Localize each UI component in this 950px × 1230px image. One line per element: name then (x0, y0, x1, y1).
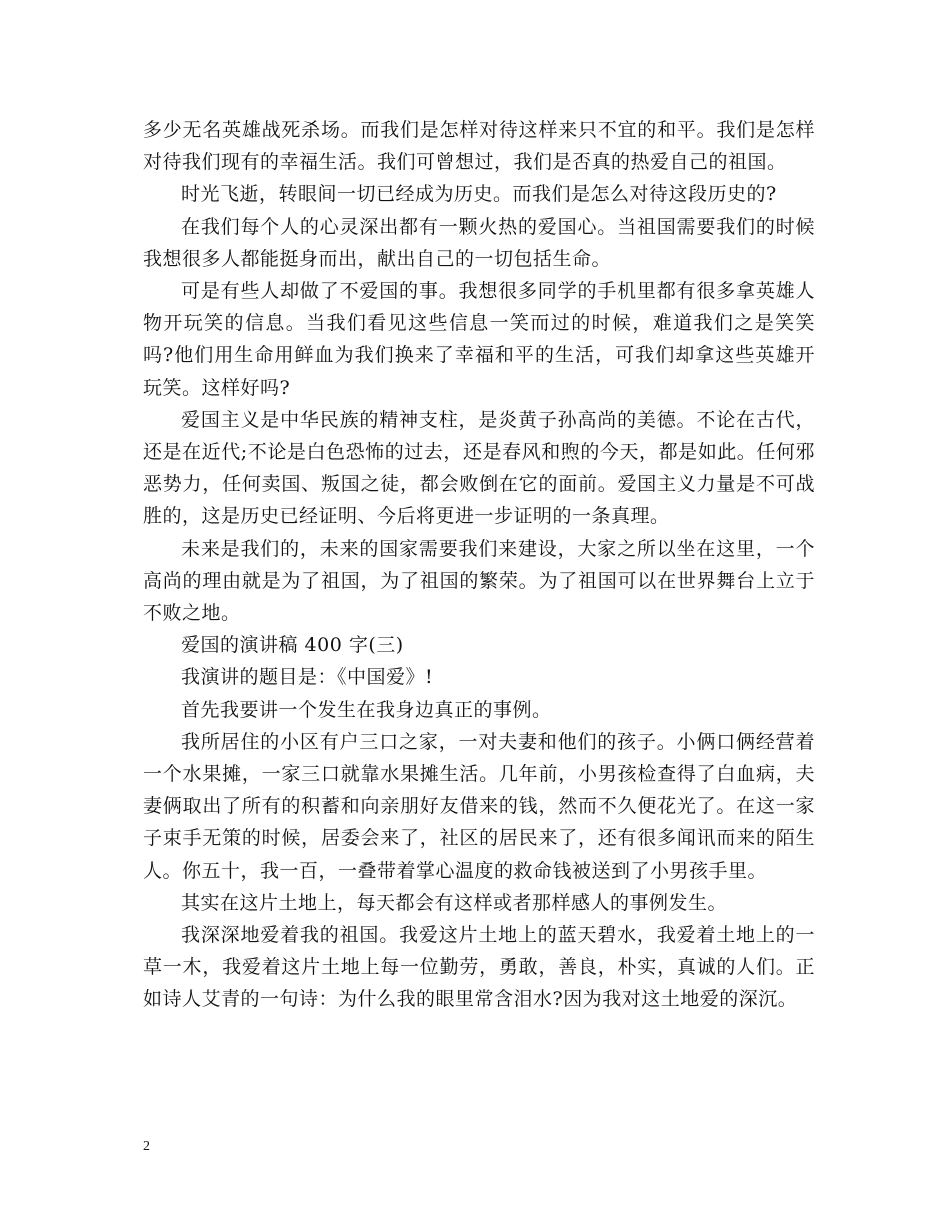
section-heading: 爱国的演讲稿 400 字(三) (181, 634, 404, 657)
paragraph-6: 未来是我们的，未来的国家需要我们来建设，大家之所以坐在这里，一个高尚的理由就是为了祖国，为了祖国的繁荣。为了祖国可以在世界舞台上立于不败之地。 (143, 537, 815, 625)
paragraph-1: 多少无名英雄战死杀场。而我们是怎样对待这样来只不宜的和平。我们是怎样对待我们现有的幸福生活。我们可曾想过，我们是否真的热爱自己的祖国。 (143, 119, 815, 174)
paragraph-3: 在我们每个人的心灵深出都有一颗火热的爱国心。当祖国需要我们的时候我想很多人都能挺身而出，献出自己的一切包括生命。 (143, 215, 815, 270)
paragraph-2: 时光飞逝，转眼间一切已经成为历史。而我们是怎么对待这段历史的? (181, 183, 777, 206)
paragraph-8: 我演讲的题目是：《中国爱》! (181, 666, 434, 689)
paragraph-9: 首先我要讲一个发生在我身边真正的事例。 (181, 698, 552, 721)
paragraph-5: 爱国主义是中华民族的精神支柱，是炎黄子孙高尚的美德。不论在古代，还是在近代;不论是白色恐怖的过去，还是春风和煦的今天，都是如此。任何邪恶势力，任何卖国、叛国之徒，都会败倒在它的面前。爱国主义力量是不可战胜的，这是历史已经证明、今后将更进一步证明的一条真理。 (143, 408, 815, 528)
page-number: 2 (143, 1139, 150, 1154)
document-body (143, 114, 815, 1016)
paragraph-11: 其实在这片土地上，每天都会有这样或者那样感人的事例发生。 (181, 891, 728, 914)
paragraph-10: 我所居住的小区有户三口之家，一对夫妻和他们的孩子。小俩口俩经营着一个水果摊，一家三口就靠水果摊生活。几年前，小男孩检查得了白血病，夫妻俩取出了所有的积蓄和向亲朋好友借来的钱，然而不久便花光了。在这一家子束手无策的时候，居委会来了，社区的居民来了，还有很多闻讯而来的陌生人。你五十，我一百，一叠带着掌心温度的救命钱被送到了小男孩手里。 (143, 730, 815, 882)
paragraph-12: 我深深地爱着我的祖国。我爱这片土地上的蓝天碧水，我爱着土地上的一草一木，我爱着这片土地上每一位勤劳，勇敢，善良，朴实，真诚的人们。正如诗人艾青的一句诗：为什么我的眼里常含泪水?因为我对这土地爱的深沉。 (143, 924, 815, 1011)
paragraph-4: 可是有些人却做了不爱国的事。我想很多同学的手机里都有很多拿英雄人物开玩笑的信息。当我们看见这些信息一笑而过的时候，难道我们之是笑笑吗?他们用生命用鲜血为我们换来了幸福和平的生活，可我们却拿这些英雄开玩笑。这样好吗? (143, 280, 815, 399)
